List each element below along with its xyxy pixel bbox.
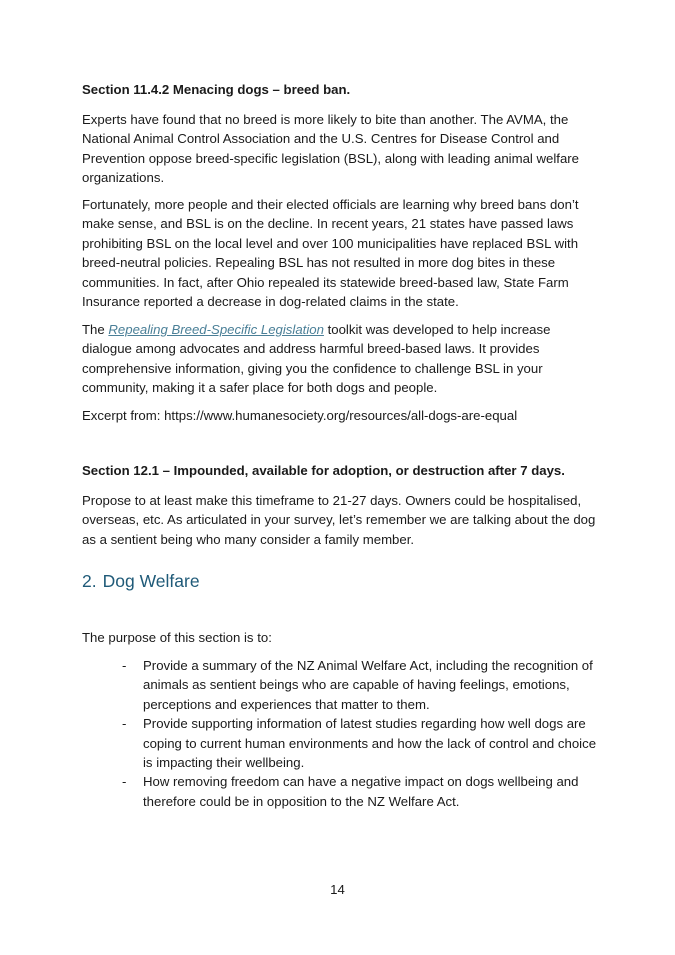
bullet-dash: - [122, 658, 127, 673]
paragraph-3-suffix: toolkit was developed to help increase dialogue among advocates and address harmful breed-based laws. It provides comprehensive information, giving you the confidence to challenge BSL in your community, making it a safer place for both dogs and people. [82, 322, 551, 396]
list-item [82, 772, 602, 811]
bullet-text: Provide supporting information of latest studies regarding how well dogs are coping to current human environments and how the lack of control and choice is impacting their wellbeing. [143, 716, 597, 771]
dog-welfare-heading [82, 571, 200, 592]
dog-welfare-intro: The purpose of this section is to: [82, 630, 272, 645]
paragraph-3-prefix: The [82, 322, 109, 337]
section-11-4-2-paragraph-3 [82, 320, 602, 398]
repealing-bsl-link[interactable]: Repealing Breed-Specific Legislation [108, 322, 324, 337]
bullet-text: Provide a summary of the NZ Animal Welfare Act, including the recognition of animals as sentient beings who are capable of having feelings, emotions, perceptions and experiences that matter to them. [143, 658, 593, 712]
section-12-1-paragraph: Propose to at least make this timeframe to 21-27 days. Owners could be hospitalised, overseas, etc. As articulated in your survey, let’s remember we are talking about the dog as a sentient being who many consider a family member. [82, 493, 596, 547]
bullet-dash: - [122, 774, 127, 790]
list-item [82, 656, 602, 714]
section-11-4-2-heading: Section 11.4.2 Menacing dogs – breed ban. [82, 82, 351, 97]
excerpt-source: Excerpt from: https://www.humanesociety.org/resources/all-dogs-are-equal [82, 408, 518, 423]
bullet-dash: - [122, 716, 127, 732]
dog-welfare-bullet-list [82, 656, 602, 811]
dog-welfare-number: 2. [82, 571, 97, 591]
bullet-text: How removing freedom can have a negative impact on dogs wellbeing and therefore could be in opposition to the NZ Welfare Act. [143, 774, 579, 809]
page-number: 14 [330, 882, 345, 897]
section-11-4-2-paragraph-1: Experts have found that no breed is more likely to bite than another. The AVMA, the National Animal Control Association and the U.S. Centres for Disease Control and Prevention oppose breed-specific legislation (BSL), along with leading animal welfare organizations. [82, 112, 580, 186]
dog-welfare-title: Dog Welfare [102, 571, 200, 591]
section-12-1-heading: Section 12.1 – Impounded, available for adoption, or destruction after 7 days. [82, 463, 565, 478]
list-item [82, 714, 602, 772]
section-11-4-2-paragraph-2: Fortunately, more people and their elected officials are learning why breed bans don’t make sense, and BSL is on the decline. In recent years, 21 states have passed laws prohibiting BSL on the local level and over 100 municipalities have replaced BSL with breed-neutral policies. Repealing BSL has not resulted in more dog bites in these communities. In fact, after Ohio repealed its statewide breed-based law, State Farm Insurance reported a decrease in dog-related claims in the state. [82, 197, 579, 310]
